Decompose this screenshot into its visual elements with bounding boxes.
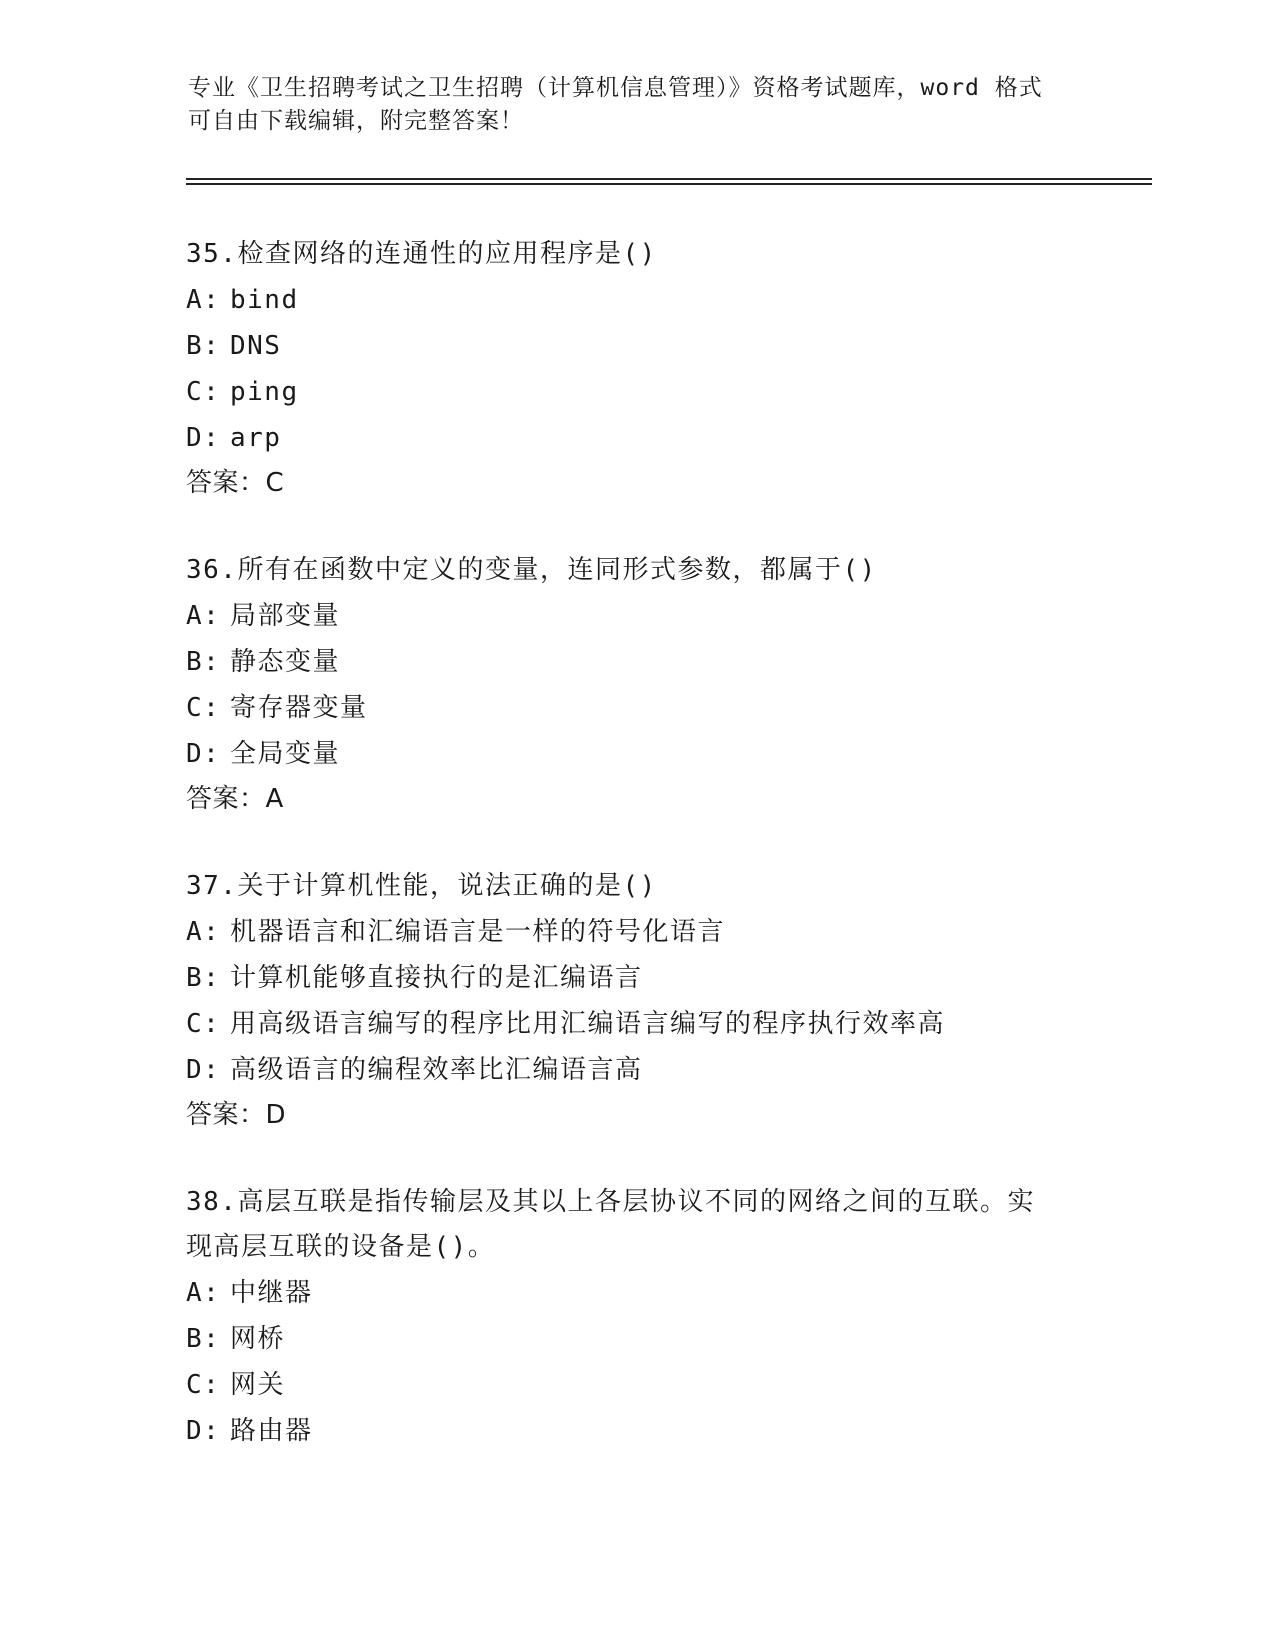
option-d	[186, 415, 1086, 461]
option-d	[186, 1408, 1086, 1454]
option-a	[186, 909, 1086, 955]
option-letter: D:	[186, 423, 221, 453]
option-letter: C:	[186, 1009, 221, 1039]
option-text: 中继器	[230, 1278, 313, 1308]
option-a	[186, 277, 1086, 323]
option-text: 网关	[230, 1370, 286, 1400]
option-letter: C:	[186, 1370, 221, 1400]
option-letter: B:	[186, 647, 221, 677]
option-d	[186, 1047, 1086, 1093]
option-letter: D:	[186, 1055, 221, 1085]
question-36	[186, 548, 1086, 821]
option-text: 寄存器变量	[230, 693, 368, 723]
option-text: 路由器	[230, 1416, 313, 1446]
header-line-1: 专业《卫生招聘考试之卫生招聘（计算机信息管理）》资格考试题库，word 格式	[188, 75, 1043, 101]
question-38	[186, 1180, 1086, 1454]
header-divider-top	[186, 178, 1152, 180]
option-letter: B:	[186, 331, 221, 361]
question-stem-line-1: 38.高层互联是指传输层及其以上各层协议不同的网络之间的互联。实	[186, 1187, 1035, 1217]
option-b	[186, 1316, 1086, 1362]
header-line-2: 可自由下载编辑，附完整答案！	[188, 108, 524, 134]
option-c	[186, 1362, 1086, 1408]
option-text: 全局变量	[230, 739, 341, 769]
option-text: 高级语言的编程效率比汇编语言高	[230, 1055, 643, 1085]
option-text: 网桥	[230, 1324, 286, 1354]
option-letter: C:	[186, 377, 221, 407]
option-c	[186, 1001, 1086, 1047]
option-c	[186, 685, 1086, 731]
option-text: 局部变量	[230, 601, 341, 631]
option-a	[186, 1270, 1086, 1316]
question-stem: 37.关于计算机性能，说法正确的是()	[186, 871, 657, 901]
option-b	[186, 639, 1086, 685]
option-text: bind	[230, 285, 299, 315]
question-stem-line-2: 现高层互联的设备是()。	[186, 1232, 496, 1262]
option-text: ping	[230, 377, 299, 407]
option-d	[186, 731, 1086, 777]
option-a	[186, 593, 1086, 639]
option-text: DNS	[230, 331, 282, 361]
option-letter: A:	[186, 1278, 221, 1308]
option-text: 静态变量	[230, 647, 341, 677]
option-text: arp	[230, 423, 282, 453]
answer: 答案：A	[186, 784, 284, 814]
option-text: 用高级语言编写的程序比用汇编语言编写的程序执行效率高	[230, 1009, 946, 1039]
option-letter: A:	[186, 917, 221, 947]
question-37	[186, 864, 1086, 1137]
option-b	[186, 955, 1086, 1001]
option-b	[186, 323, 1086, 369]
header-divider-bottom	[186, 183, 1152, 185]
option-letter: B:	[186, 1324, 221, 1354]
option-text: 机器语言和汇编语言是一样的符号化语言	[230, 917, 726, 947]
option-letter: D:	[186, 1416, 221, 1446]
answer: 答案：D	[186, 1100, 287, 1130]
document-header	[188, 72, 1068, 138]
option-letter: B:	[186, 963, 221, 993]
option-letter: A:	[186, 285, 221, 315]
question-35	[186, 232, 1086, 505]
question-stem: 36.所有在函数中定义的变量，连同形式参数，都属于()	[186, 555, 877, 585]
question-stem: 35.检查网络的连通性的应用程序是()	[186, 239, 657, 269]
option-letter: D:	[186, 739, 221, 769]
option-c	[186, 369, 1086, 415]
answer: 答案：C	[186, 468, 285, 498]
option-letter: A:	[186, 601, 221, 631]
option-text: 计算机能够直接执行的是汇编语言	[230, 963, 643, 993]
option-letter: C:	[186, 693, 221, 723]
